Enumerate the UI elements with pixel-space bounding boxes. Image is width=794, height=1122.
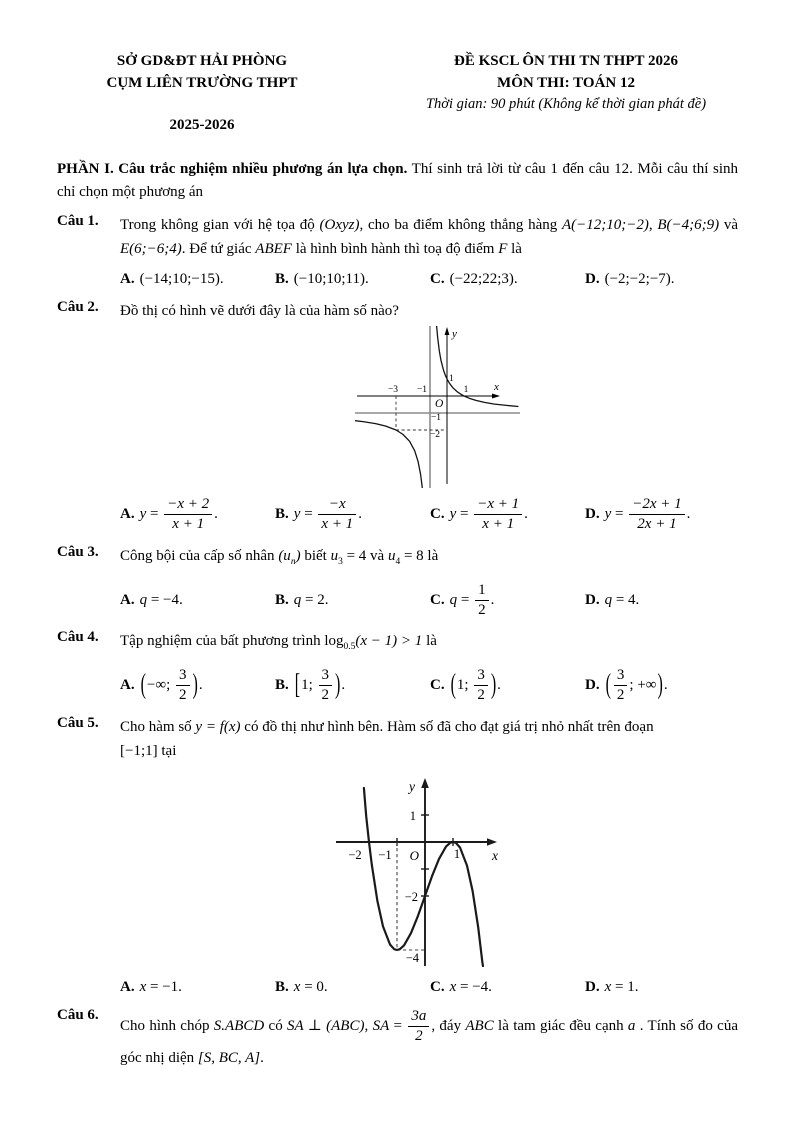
q4-option-d: D. ( $\frac{3}{2}$ ; +∞). bbox=[585, 667, 668, 704]
q1-math-f: F bbox=[498, 241, 508, 257]
q1-t3: , bbox=[648, 217, 658, 233]
q2-label: Câu 2. bbox=[57, 299, 99, 315]
q6-label: Câu 6. bbox=[57, 1006, 99, 1023]
q5-text-line2: [−1;1] tại bbox=[120, 742, 177, 759]
tick-label-y-minus4: −4 bbox=[405, 950, 419, 965]
header-right bbox=[386, 50, 746, 114]
question-2 bbox=[57, 299, 738, 535]
q2-option-c: C. y = $\frac{-x + 1}{x + 1}$ . bbox=[430, 496, 528, 533]
q5-label: Câu 5. bbox=[57, 714, 99, 731]
tick-y-minus2: −2 bbox=[429, 430, 441, 440]
y-axis-arrow bbox=[445, 327, 450, 335]
tick-y-1: 1 bbox=[449, 374, 454, 384]
q5-option-a: A. x = −1. bbox=[120, 978, 182, 995]
y-axis-arrow bbox=[421, 778, 429, 788]
department-name: SỞ GD&ĐT HẢI PHÒNG bbox=[116, 53, 288, 69]
q3-option-d: D. q = 4. bbox=[585, 592, 640, 609]
curve-left-branch bbox=[355, 421, 422, 488]
tick-label-y1: 1 bbox=[409, 808, 416, 823]
q5-graph bbox=[330, 776, 525, 968]
q1-text bbox=[120, 213, 738, 261]
tick-x-minus3: −3 bbox=[387, 385, 399, 395]
q3-label: Câu 3. bbox=[57, 543, 99, 560]
question-3 bbox=[57, 544, 738, 621]
q1-option-c: C. (−22;22;3). bbox=[430, 271, 518, 287]
tick-label-x-minus1: −1 bbox=[378, 847, 392, 862]
q3-option-a: A. q = −4. bbox=[120, 592, 183, 609]
q4-options bbox=[120, 666, 738, 706]
q2-options bbox=[120, 495, 738, 535]
q5-option-c: C. x = −4. bbox=[430, 978, 492, 995]
q1-label: Câu 1. bbox=[57, 213, 99, 229]
curve-right-branch bbox=[437, 326, 519, 407]
question-6 bbox=[57, 1007, 738, 1071]
q1-point-e: E(6;−6;4) bbox=[120, 241, 182, 257]
tick-label-x-minus2: −2 bbox=[348, 847, 362, 862]
log-function: log bbox=[324, 633, 344, 649]
q1-t1: Trong không gian với hệ tọa độ bbox=[120, 217, 320, 233]
tick-x-1: 1 bbox=[463, 385, 469, 395]
q5-options bbox=[120, 976, 738, 998]
question-4 bbox=[57, 629, 738, 706]
q4-option-a: A. (−∞; $\frac{3}{2}$ ). bbox=[120, 667, 203, 704]
q2-option-d: D. y = $\frac{-2x + 1}{2x + 1}$ . bbox=[585, 496, 691, 533]
question-1 bbox=[57, 213, 738, 290]
part1-heading bbox=[57, 158, 738, 204]
q1-t2: , cho ba điểm không thẳng hàng bbox=[359, 217, 563, 233]
school-year: 2025-2026 bbox=[169, 117, 235, 133]
q1-point-b: B(−4;6;9) bbox=[657, 217, 720, 233]
tick-x-minus1: −1 bbox=[416, 385, 428, 395]
exam-subject: MÔN THI: TOÁN 12 bbox=[497, 75, 635, 91]
q2-graph-svg bbox=[355, 326, 520, 488]
q5-option-d: D. x = 1. bbox=[585, 978, 639, 995]
q2-graph bbox=[355, 326, 520, 488]
x-axis-arrow bbox=[487, 838, 497, 846]
y-axis-label: y bbox=[409, 778, 415, 794]
tick-y-minus1: −1 bbox=[430, 413, 442, 423]
q1-option-a: A. (−14;10;−15). bbox=[120, 271, 224, 287]
q1-point-a: A(−12;10;−2) bbox=[562, 217, 649, 233]
q1-t7: là bbox=[507, 241, 522, 257]
school-group-name: CỤM LIÊN TRƯỜNG THPT bbox=[106, 75, 298, 91]
q3-options bbox=[120, 581, 738, 621]
q3-text: Công bội của cấp số nhân $(u_n)$ biết $u_3 = 4$ và $u_4 = 8$ là bbox=[120, 547, 439, 567]
origin-label: O bbox=[435, 398, 444, 410]
q5-graph-svg bbox=[330, 776, 525, 968]
tick-label-x1: 1 bbox=[453, 846, 461, 861]
origin-label: O bbox=[409, 847, 419, 863]
q4-label: Câu 4. bbox=[57, 629, 99, 645]
exam-duration: Thời gian: 90 phút (Không kể thời gian phát đề) bbox=[425, 96, 707, 112]
q4-option-b: B. [1; $\frac{3}{2}$ ). bbox=[275, 667, 346, 704]
q1-math-abef: ABEF bbox=[255, 241, 292, 257]
q1-math-oxyz: (Oxyz) bbox=[319, 217, 360, 233]
x-axis-arrow bbox=[492, 394, 500, 399]
q4-option-c: C. (1; $\frac{3}{2}$ ). bbox=[430, 667, 501, 704]
x-axis-label: x bbox=[494, 381, 499, 393]
q3-option-b: B. q = 2. bbox=[275, 592, 329, 609]
q1-t4: và bbox=[719, 217, 739, 233]
q1-t6: là hình bình hành thì toạ độ điểm bbox=[291, 241, 499, 257]
x-axis-label: x bbox=[492, 847, 498, 863]
q2-text: Đồ thị có hình vẽ dưới đây là của hàm số nào? bbox=[120, 303, 399, 319]
q1-options bbox=[120, 268, 738, 290]
tick-label-y-minus2: −2 bbox=[404, 889, 418, 904]
q2-option-a: A. y = $\frac{-x + 2}{x + 1}$ . bbox=[120, 496, 218, 533]
header-left bbox=[60, 50, 344, 136]
q1-t5: . Để tứ giác bbox=[181, 241, 256, 257]
exam-content bbox=[57, 158, 738, 1079]
q6-text: Cho hình chóp S.ABCD có SA ⊥ (ABC), SA = $\frac{3a}{2}$ , đáy ABC là tam giác đều cạnh a . Tính số đo của góc nhị diện [S, BC, A]. bbox=[120, 1007, 738, 1066]
q2-option-b: B. y = $\frac{-x}{x + 1}$ . bbox=[275, 496, 362, 533]
part1-instructions: Thí sinh trả lời từ câu 1 đến câu 12. Mỗi câu thí sinh chỉ chọn một phương án bbox=[57, 161, 738, 200]
q1-option-b: B. (−10;10;11). bbox=[275, 271, 369, 287]
exam-title: ĐỀ KSCL ÔN THI TN THPT 2026 bbox=[454, 53, 678, 69]
part1-title: PHẦN I. Câu trắc nghiệm nhiều phương án lựa chọn. bbox=[57, 161, 408, 177]
q4-text: Tập nghiệm của bất phương trình $\log_{0.5}(x - 1) > 1$ là bbox=[120, 633, 437, 652]
q3-option-c: C. q = $\frac{1}{2}$ . bbox=[430, 581, 495, 618]
q5-text-line1: Cho hàm số y = f(x) có đồ thị như hình bên. Hàm số đã cho đạt giá trị nhỏ nhất trên đoạn bbox=[120, 718, 654, 735]
y-axis-label: y bbox=[452, 328, 457, 340]
q5-option-b: B. x = 0. bbox=[275, 978, 328, 995]
question-5 bbox=[57, 715, 738, 998]
q1-option-d: D. (−2;−2;−7). bbox=[585, 271, 675, 287]
